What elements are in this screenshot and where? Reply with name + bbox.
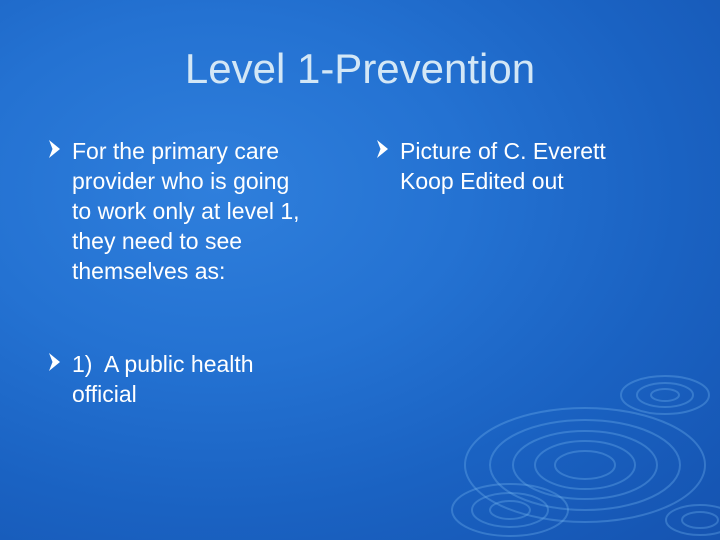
bullet-line: Picture of C. Everett bbox=[400, 138, 606, 164]
bullet-line: to work only at level 1, bbox=[72, 198, 300, 224]
bullet-text bbox=[72, 349, 352, 409]
bullet-line: For the primary care bbox=[72, 138, 280, 164]
bullet-line: themselves as: bbox=[72, 258, 226, 284]
bullet-text bbox=[72, 136, 372, 286]
bullet-line: they need to see bbox=[72, 228, 243, 254]
arrowhead-bullet-icon bbox=[48, 351, 62, 373]
bullet-line: official bbox=[72, 381, 137, 407]
bullet-line: provider who is going bbox=[72, 168, 290, 194]
bullet-text bbox=[400, 136, 690, 196]
arrowhead-bullet-icon bbox=[376, 138, 390, 160]
slide-title: Level 1-Prevention bbox=[184, 45, 536, 92]
arrowhead-bullet-icon bbox=[48, 138, 62, 160]
bullet-line: 1) A public health bbox=[72, 351, 254, 377]
bullet-line: Koop Edited out bbox=[400, 168, 564, 194]
